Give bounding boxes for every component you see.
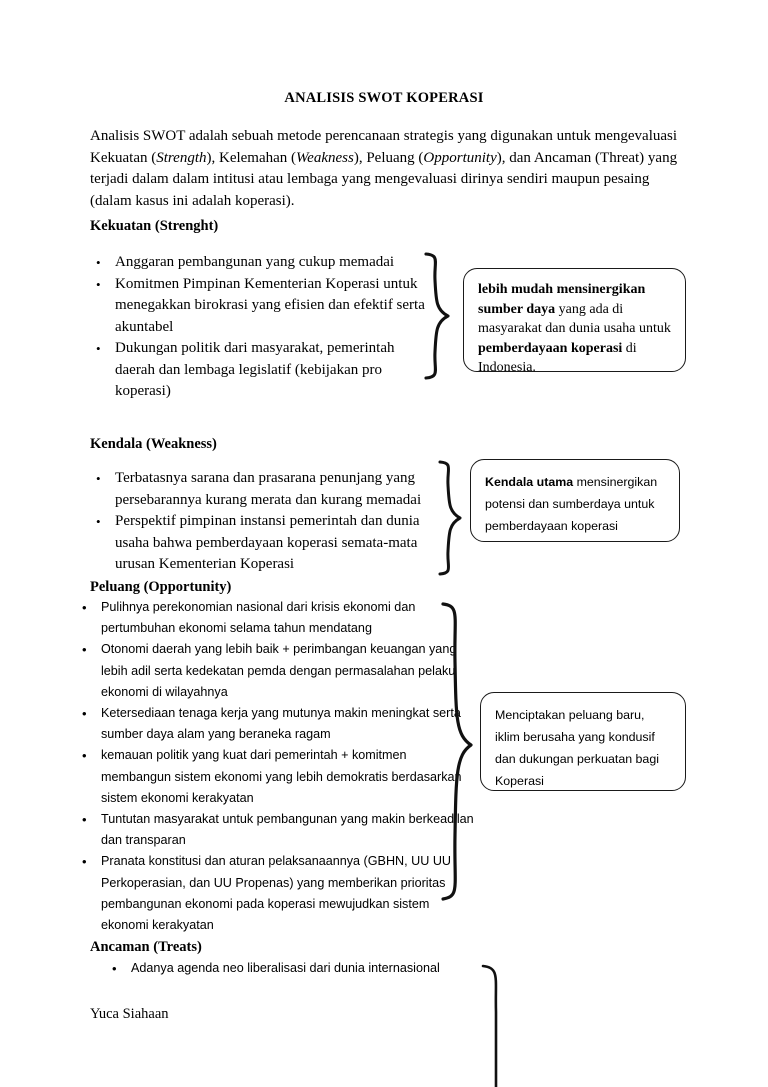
list-weakness — [90, 468, 445, 576]
callout-strength-plain-2: di Indonesia. — [478, 340, 637, 375]
intro-text-b: ), Kelemahan ( — [206, 149, 297, 166]
heading-threat: Ancaman (Treats) — [90, 939, 202, 955]
list-threat — [106, 958, 486, 979]
list-item: • Adanya agenda neo liberalisasi dari dunia internasional — [106, 958, 486, 979]
list-item: • Komitmen Pimpinan Kementerian Koperasi untuk menegakkan birokrasi yang efisien dan efektif serta akuntabel — [90, 274, 435, 339]
term-weakness: Weakness — [296, 149, 354, 166]
intro-text-d: ), dan Ancaman (Threat) yang terjadi dalam dalam intitusi atau lembaga yang mengevaluasi dirinya sendiri maupun pesaing (dalam kasus ini adalah koperasi). — [90, 149, 678, 209]
term-opportunity: Opportunity — [423, 149, 497, 166]
list-strength — [90, 252, 435, 403]
callout-strength-plain-1: yang ada di masyarakat dan dunia usaha untuk — [478, 301, 671, 336]
list-item: • Tuntutan masyarakat untuk pembangunan yang makin berkeadilan dan transparan — [76, 809, 476, 851]
author-signature: Yuca Siahaan — [90, 1006, 169, 1022]
list-item: • Pranata konstitusi dan aturan pelaksanaannya (GBHN, UU UU Perkoperasian, dan UU Propenas) yang memberikan prioritas pembangunan ekonomi pada koperasi mewujudkan sistem ekonomi kerakyatan — [76, 851, 476, 936]
list-item: • Dukungan politik dari masyarakat, pemerintah daerah dan lembaga legislatif (kebijakan pro koperasi) — [90, 338, 435, 403]
intro-text-a: Analisis SWOT adalah sebuah metode perencanaan strategis yang digunakan untuk mengevaluasi Kekuatan ( — [90, 128, 678, 166]
callout-opportunity — [480, 692, 686, 791]
heading-strength: Kekuatan (Strenght) — [90, 218, 219, 234]
page-title: ANALISIS SWOT KOPERASI — [284, 90, 484, 106]
callout-strength-bold-2: pemberdayaan koperasi — [478, 340, 623, 356]
heading-opportunity: Peluang (Opportunity) — [90, 579, 232, 595]
callout-weakness — [470, 459, 680, 542]
list-item: • Anggaran pembangunan yang cukup memadai — [90, 252, 435, 274]
callout-weakness-plain-1: mensinergikan potensi dan sumberdaya untuk pemberdayaan koperasi — [485, 475, 658, 533]
list-item: • kemauan politik yang kuat dari pemerintah + komitmen membangun sistem ekonomi yang lebih demokratis berdasarkan sistem ekonomi kerakyatan — [76, 745, 476, 809]
callout-strength — [463, 268, 686, 375]
callout-strength-bold-1: lebih mudah mensinergikan sumber daya — [478, 282, 646, 317]
callout-weakness-bold-1: Kendala utama — [485, 475, 574, 489]
intro-text-c: ), Peluang ( — [353, 149, 424, 166]
callout-opportunity-plain-1: Menciptakan peluang baru, iklim berusaha yang kondusif dan dukungan perkuatan bagi Koperasi — [495, 708, 659, 788]
list-item: • Ketersediaan tenaga kerja yang mutunya makin meningkat serta sumber daya alam yang beraneka ragam — [76, 703, 476, 745]
term-strength: Strength — [156, 149, 207, 166]
list-item: • Perspektif pimpinan instansi pemerintah dan dunia usaha bahwa pemberdayaan koperasi semata-mata urusan Kementerian Koperasi — [90, 511, 445, 576]
list-item: • Otonomi daerah yang lebih baik + perimbangan keuangan yang lebih adil serta kedekatan pemda dengan permasalahan pelaku ekonomi di wilayahnya — [76, 639, 476, 703]
list-opportunity — [76, 597, 476, 936]
curly-brace-threat — [478, 962, 518, 1087]
list-item: • Pulihnya perekonomian nasional dari krisis ekonomi dan pertumbuhan ekonomi selama tahun mendatang — [76, 597, 476, 639]
list-item: • Terbatasnya sarana dan prasarana penunjang yang persebarannya kurang merata dan kurang memadai — [90, 468, 445, 511]
heading-weakness: Kendala (Weakness) — [90, 436, 217, 452]
intro-paragraph — [90, 126, 686, 212]
